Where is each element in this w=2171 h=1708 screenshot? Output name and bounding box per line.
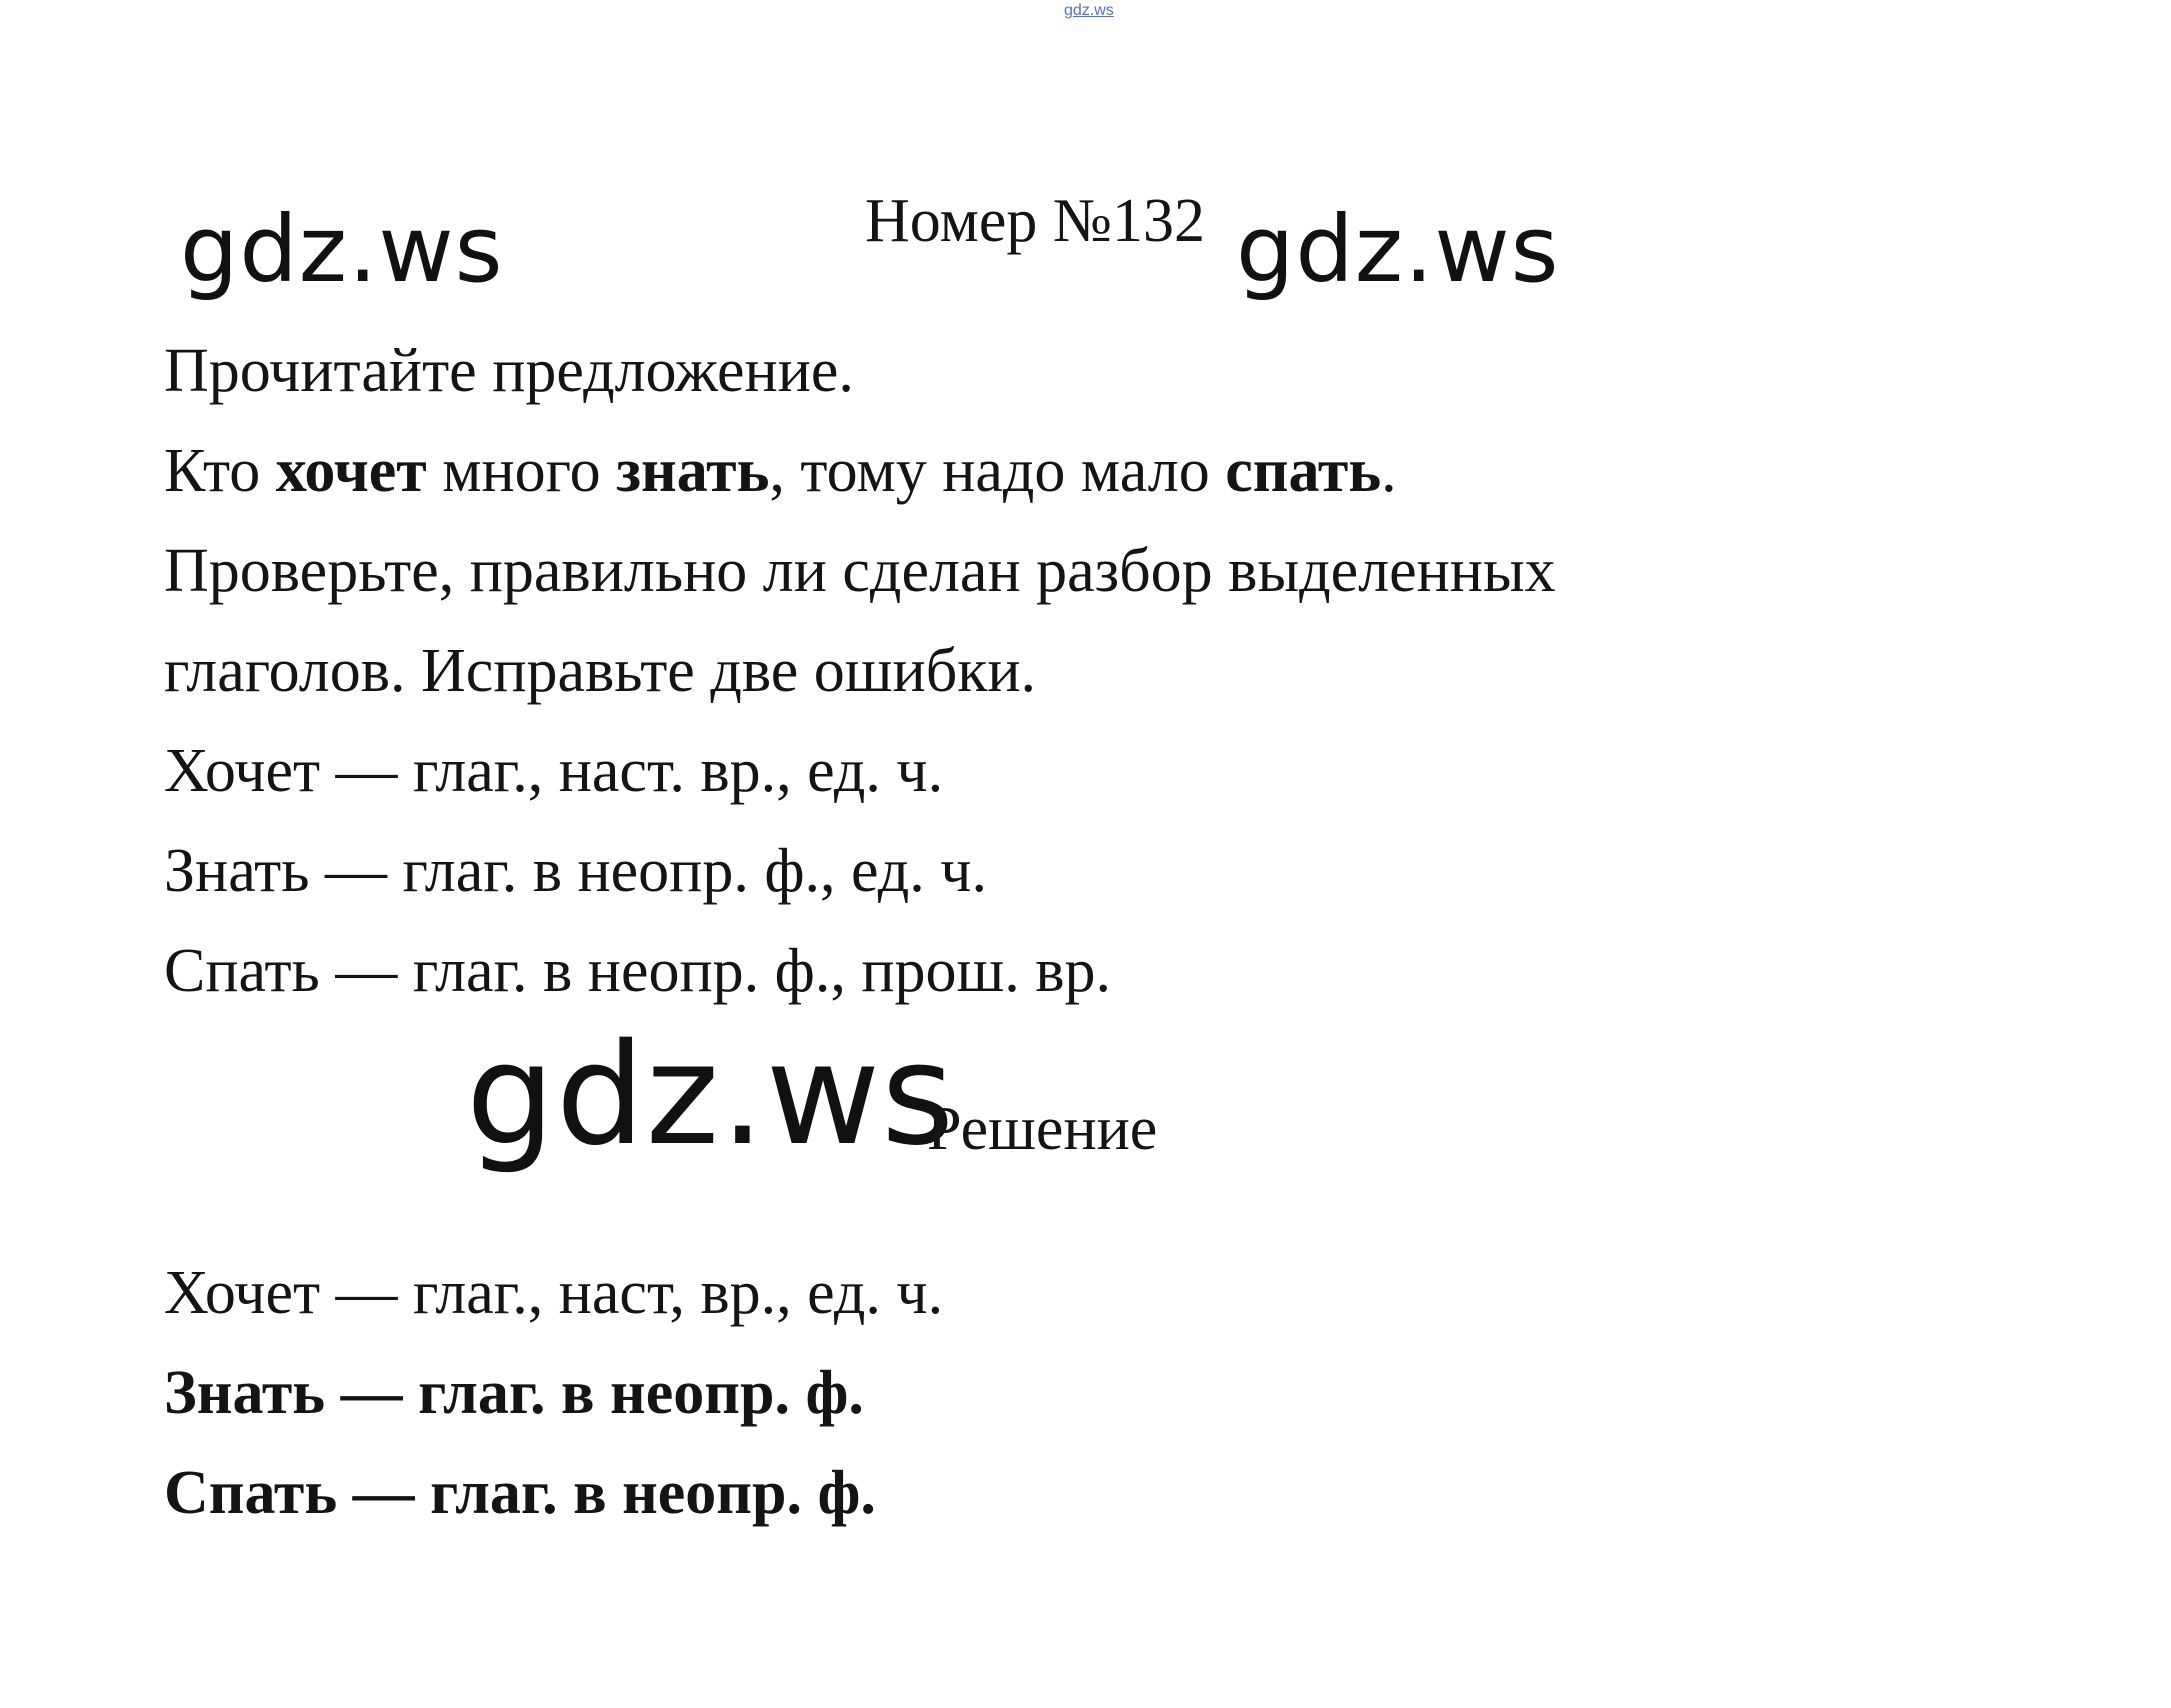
task-sentence [164,437,1397,505]
highlighted-verb: знать [616,437,770,505]
solution-heading: Решение [927,1095,1158,1163]
solution-item: Хочет — глаг., наст, вр., ед. ч. [164,1259,944,1327]
task-item: Хочет — глаг., наст. вр., ед. ч. [164,737,944,805]
solution-item: Знать — глаг. в неопр. ф. [164,1359,864,1427]
sentence-text: , тому надо мало [769,437,1226,505]
watermark-logo: gdz.ws [1236,196,1560,303]
top-watermark-link: gdz.ws [1064,2,1114,19]
watermark-logo: gdz.ws [180,196,504,303]
solution-item: Спать — глаг. в неопр. ф. [164,1459,876,1527]
task-item: Спать — глаг. в неопр. ф., прош. вр. [164,937,1112,1005]
task-item: Знать — глаг. в неопр. ф., ед. ч. [164,837,987,905]
page-title: Номер №132 [865,187,1206,255]
watermark-logo: gdz.ws [466,1014,956,1177]
sentence-text: много [426,437,617,505]
task-question-line: глаголов. Исправьте две ошибки. [164,637,1037,705]
sentence-text: Кто [164,437,276,505]
highlighted-verb: спать [1225,437,1382,505]
sentence-text: . [1381,437,1397,505]
highlighted-verb: хочет [275,437,427,505]
task-question-line: Проверьте, правильно ли сделан разбор выделенных [164,537,1556,605]
task-instruction: Прочитайте предложение. [164,337,854,405]
